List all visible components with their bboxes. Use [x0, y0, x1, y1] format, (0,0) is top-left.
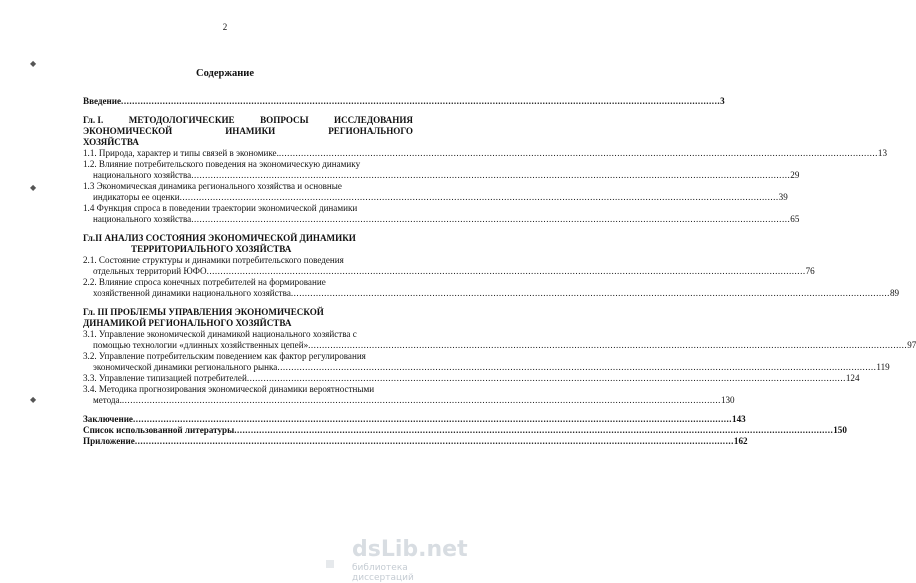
- toc-section-1-3[interactable]: 1.3 Экономическая динамика регионального хозяйства и основные индикаторы ее оценки ..... 39: [83, 181, 413, 203]
- chapter-2-heading-line2: ТЕРРИТОРИАЛЬНОГО ХОЗЯЙСТВА: [131, 244, 292, 254]
- watermark-square-icon: [326, 560, 334, 568]
- chapter-1-heading-line3: ХОЗЯЙСТВА: [83, 137, 139, 147]
- chapter-3-heading: Гл. III ПРОБЛЕМЫ УПРАВЛЕНИЯ ЭКОНОМИЧЕСКОЙ: [83, 307, 324, 317]
- toc-chapter-2: [83, 233, 900, 299]
- toc-section-3-2[interactable]: 3.2. Управление потребительским поведением как фактор регулирования экономической динамики регионального рынка ..... 119: [83, 351, 413, 373]
- chapter-3-heading-line2: ДИНАМИКОЙ РЕГИОНАЛЬНОГО ХОЗЯЙСТВА: [83, 318, 292, 328]
- toc-entry-appendix[interactable]: Приложение ..... 162: [83, 436, 413, 447]
- toc-section-3-4[interactable]: 3.4. Методика прогнозирования экономической динамики вероятностными метода. ..... 130: [83, 384, 413, 406]
- toc-entry-intro[interactable]: Введение ..... 3: [83, 96, 413, 107]
- watermark-subtitle: библиотека диссертаций: [352, 563, 414, 583]
- toc-section-2-2[interactable]: 2.2. Влияние спроса конечных потребителей на формирование хозяйственной динамики национального хозяйства ..... 89: [83, 277, 413, 299]
- toc-section-1-2[interactable]: 1.2. Влияние потребительского поведения на экономическую динамику национального хозяйства ..... 29: [83, 159, 413, 181]
- toc-entry-references[interactable]: Список использованной литературы ..... 150: [83, 425, 413, 436]
- toc-section-3-3[interactable]: 3.3. Управление типизацией потребителей ..... 124: [83, 373, 413, 384]
- toc-section-3-1[interactable]: 3.1. Управление экономической динамикой национального хозяйства с помощью технологии «длинных хозяйственных цепей» ..... 97: [83, 329, 413, 351]
- page-number: 2: [222, 22, 228, 32]
- table-of-contents: [83, 96, 916, 447]
- toc-entry-conclusion[interactable]: Заключение ..... 143: [83, 414, 413, 425]
- watermark-logo: [352, 537, 468, 583]
- chapter-1-heading: Гл. I. МЕТОДОЛОГИЧЕСКИЕ ВОПРОСЫ ИССЛЕДОВАНИЯ: [83, 115, 413, 125]
- margin-mark: ◆: [30, 59, 37, 68]
- toc-title: Содержание: [196, 68, 254, 79]
- toc-section-2-1[interactable]: 2.1. Состояние структуры и динамики потребительского поведения отдельных территорий ЮФО ..... 76: [83, 255, 413, 277]
- toc-chapter-1: [83, 115, 887, 225]
- watermark-brand: dsLib.net: [352, 537, 468, 562]
- margin-mark: ◆: [30, 183, 37, 192]
- chapter-1-heading-line2: ЭКОНОМИЧЕСКОЙ ИНАМИКИ РЕГИОНАЛЬНОГО: [83, 126, 413, 136]
- toc-section-1-1[interactable]: 1.1. Природа, характер и типы связей в экономике. ..... 13: [83, 148, 413, 159]
- chapter-2-heading: Гл.II АНАЛИЗ СОСТОЯНИЯ ЭКОНОМИЧЕСКОЙ ДИНАМИКИ: [83, 233, 356, 243]
- margin-mark: ◆: [30, 395, 37, 404]
- toc-section-1-4[interactable]: 1.4 Функция спроса в поведении траектории экономической динамики национального хозяйства ..... 65: [83, 203, 413, 225]
- toc-chapter-3: [83, 307, 916, 406]
